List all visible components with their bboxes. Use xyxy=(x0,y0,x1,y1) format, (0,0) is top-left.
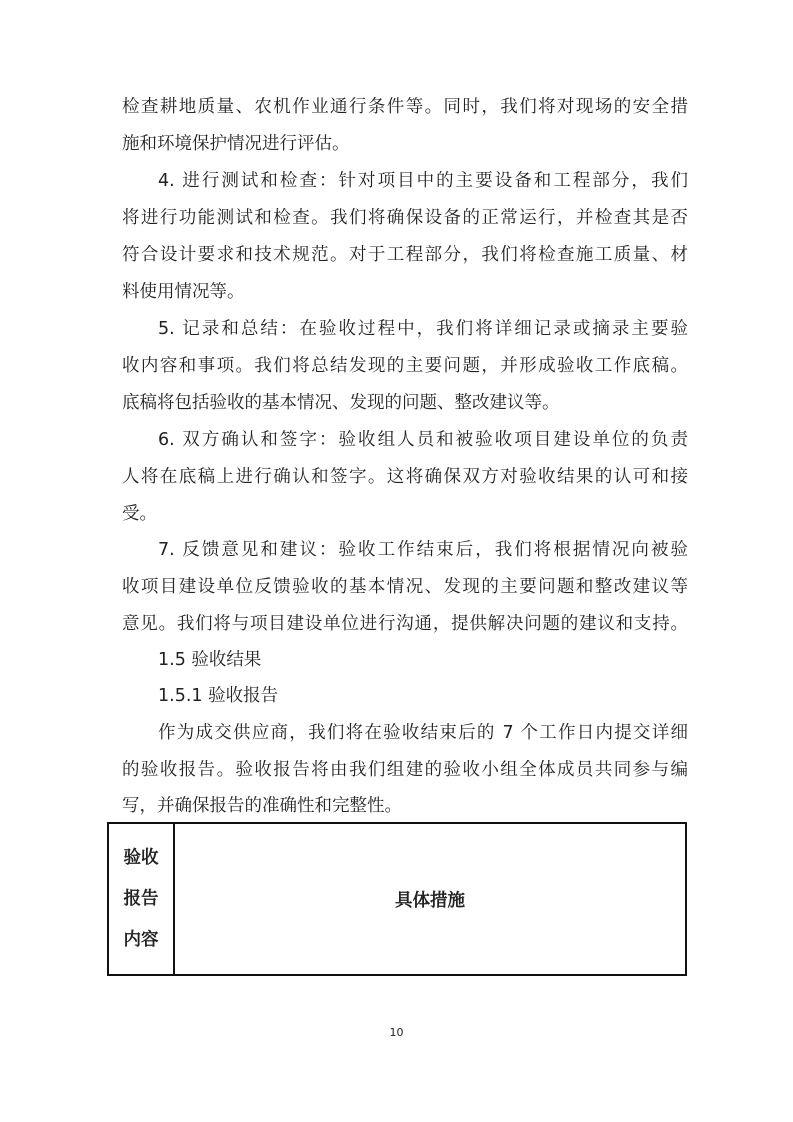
paragraph-line: 意见。我们将与项目建设单位进行沟通，提供解决问题的建议和支持。 xyxy=(122,614,688,634)
header-line: 内容 xyxy=(123,929,159,950)
paragraph-line: 检查耕地质量、农机作业通行条件等。同时，我们将对现场的安全措 xyxy=(122,97,688,117)
paragraph-line: 人将在底稿上进行确认和签字。这将确保双方对验收结果的认可和接 xyxy=(122,467,688,487)
paragraph-line: 6. 双方确认和签字：验收组人员和被验收项目建设单位的负责 xyxy=(158,430,688,450)
paragraph-line: 符合设计要求和技术规范。对于工程部分，我们将检查施工质量、材 xyxy=(122,245,688,265)
paragraph-line: 作为成交供应商，我们将在验收结束后的 7 个工作日内提交详细 xyxy=(158,723,688,743)
paragraph-line: 收项目建设单位反馈验收的基本情况、发现的主要问题和整改建议等 xyxy=(122,577,688,597)
subsection-heading: 1.5.1 验收报告 xyxy=(158,686,279,706)
section-heading: 1.5 验收结果 xyxy=(158,650,262,670)
header-line: 验收 xyxy=(123,847,159,868)
page-number: 10 xyxy=(389,1026,404,1039)
table-header-measures: 具体措施 xyxy=(174,823,686,975)
paragraph-line: 收内容和事项。我们将总结发现的主要问题，并形成验收工作底稿。 xyxy=(122,356,688,376)
paragraph-line: 将进行功能测试和检查。我们将确保设备的正常运行，并检查其是否 xyxy=(122,208,688,228)
paragraph-line: 施和环境保护情况进行评估。 xyxy=(122,134,350,154)
paragraph-line: 4. 进行测试和检查：针对项目中的主要设备和工程部分，我们 xyxy=(158,171,688,191)
paragraph-line: 受。 xyxy=(122,504,157,524)
paragraph-line: 的验收报告。验收报告将由我们组建的验收小组全体成员共同参与编 xyxy=(122,760,688,780)
report-table xyxy=(107,822,687,976)
paragraph-line: 底稿将包括验收的基本情况、发现的问题、整改建议等。 xyxy=(122,393,560,413)
header-line: 报告 xyxy=(123,888,159,909)
paragraph-line: 7. 反馈意见和建议：验收工作结束后，我们将根据情况向被验 xyxy=(158,540,688,560)
paragraph-line: 写，并确保报告的准确性和完整性。 xyxy=(122,796,402,816)
table-header-report-content xyxy=(108,823,174,975)
paragraph-line: 料使用情况等。 xyxy=(122,282,245,302)
table-header-row xyxy=(108,823,686,975)
paragraph-line: 5. 记录和总结：在验收过程中，我们将详细记录或摘录主要验 xyxy=(158,319,688,339)
